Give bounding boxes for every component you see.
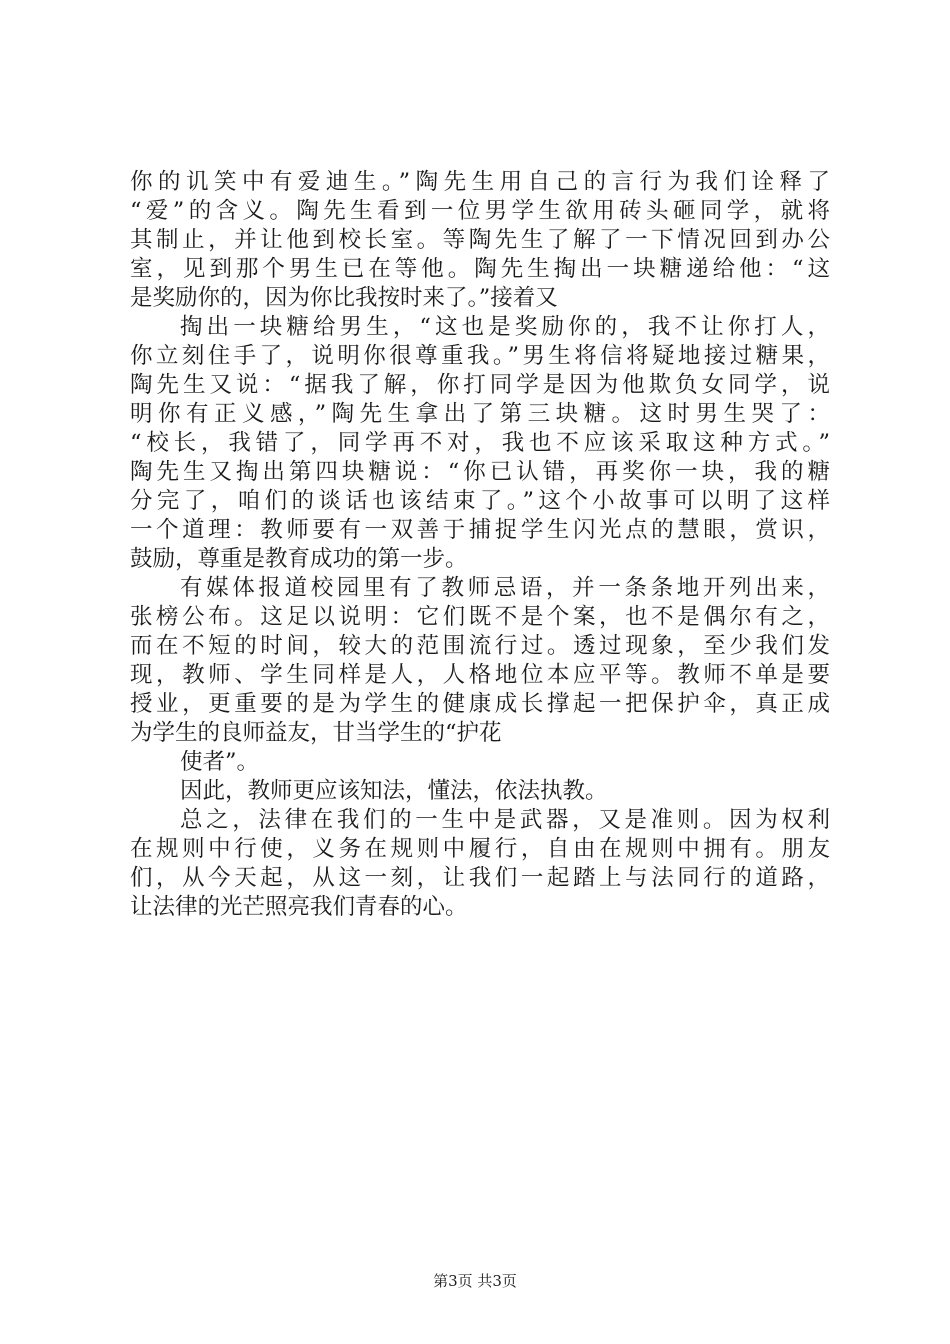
text-line: 你立刻住手了，说明你很尊重我。”男生将信将疑地接过糖果，	[130, 343, 830, 369]
text-line: 有媒体报道校园里有了教师忌语，并一条条地开列出来，	[180, 575, 830, 601]
text-line: 授业，更重要的是为学生的健康成长撑起一把保护伞，真正成	[130, 691, 830, 717]
text-line: 们，从今天起，从这一刻，让我们一起踏上与法同行的道路，	[130, 865, 830, 891]
text-line: 使者”。	[180, 749, 260, 775]
text-line: 鼓励，尊重是教育成功的第一步。	[130, 546, 468, 572]
text-line: 是奖励你的，因为你比我按时来了。”接着又	[130, 285, 558, 311]
text-line: 室，见到那个男生已在等他。陶先生掏出一块糖递给他：“这	[130, 256, 830, 282]
text-line: 分完了，咱们的谈话也该结束了。”这个小故事可以明了这样	[130, 488, 830, 514]
page-number-footer: 第3页 共3页	[433, 1272, 517, 1290]
body-text	[130, 168, 830, 922]
text-line: 明你有正义感，”陶先生拿出了第三块糖。这时男生哭了：	[130, 401, 830, 427]
text-line: 掏出一块糖给男生，“这也是奖励你的，我不让你打人，	[180, 314, 830, 340]
text-line: 你的讥笑中有爱迪生。”陶先生用自己的言行为我们诠释了	[130, 169, 830, 195]
text-line: “爱”的含义。陶先生看到一位男学生欲用砖头砸同学，就将	[130, 198, 830, 224]
text-line: 因此，教师更应该知法，懂法，依法执教。	[180, 778, 608, 804]
text-line: 陶先生又说：“据我了解，你打同学是因为他欺负女同学，说	[130, 372, 830, 398]
text-line: 为学生的良师益友，甘当学生的“护花	[130, 720, 502, 746]
text-line: “校长，我错了，同学再不对，我也不应该采取这种方式。”	[130, 430, 830, 456]
text-line: 陶先生又掏出第四块糖说：“你已认错，再奖你一块，我的糖	[130, 459, 830, 485]
text-line: 而在不短的时间，较大的范围流行过。透过现象，至少我们发	[130, 633, 830, 659]
text-line: 现，教师、学生同样是人，人格地位本应平等。教师不单是要	[130, 662, 830, 688]
text-line: 其制止，并让他到校长室。等陶先生了解了一下情况回到办公	[130, 227, 830, 253]
text-line: 总之，法律在我们的一生中是武器，又是准则。因为权利	[180, 807, 830, 833]
text-line: 张榜公布。这足以说明：它们既不是个案，也不是偶尔有之，	[130, 604, 830, 630]
text-line: 让法律的光芒照亮我们青春的心。	[130, 894, 468, 920]
text-line: 在规则中行使，义务在规则中履行，自由在规则中拥有。朋友	[130, 836, 830, 862]
text-line: 一个道理：教师要有一双善于捕捉学生闪光点的慧眼，赏识，	[130, 517, 830, 543]
